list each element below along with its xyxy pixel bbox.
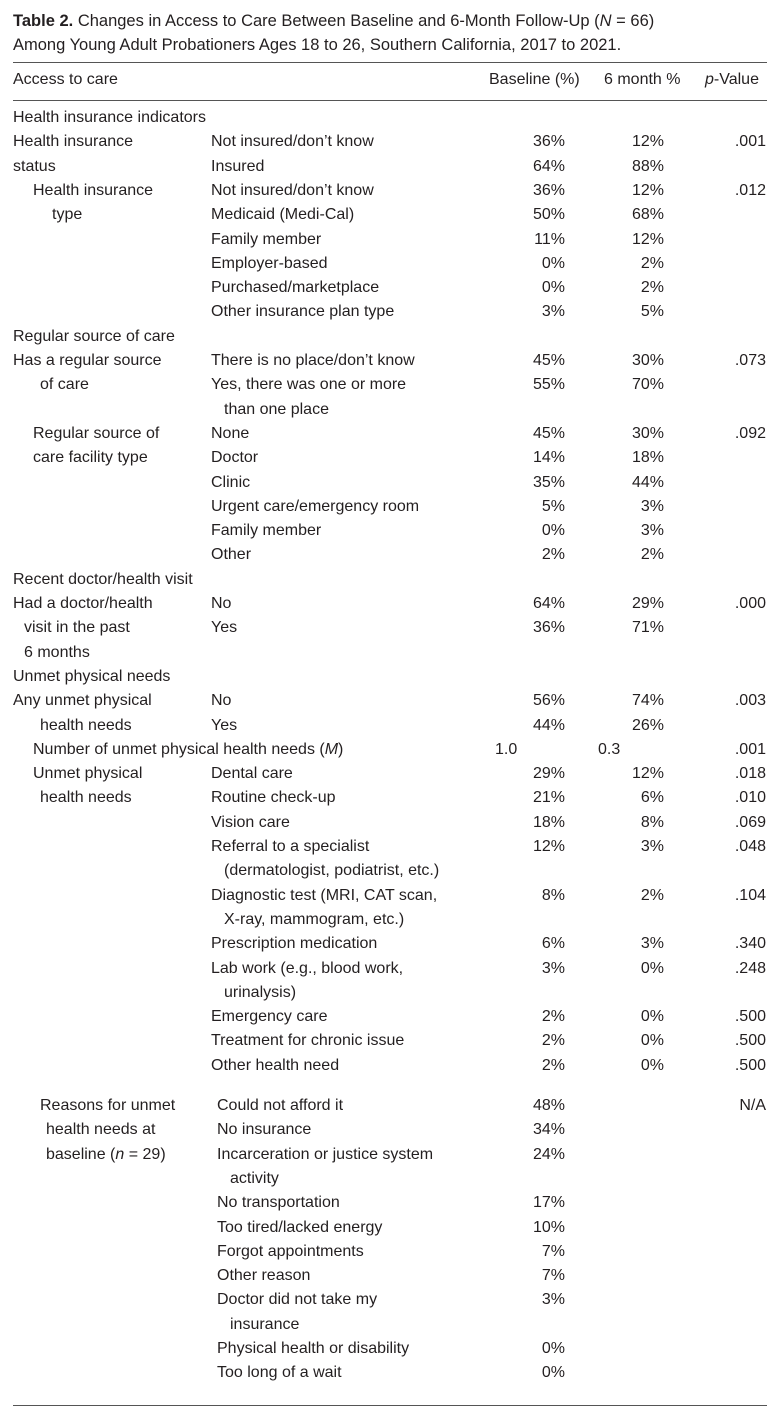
table-row	[0, 1313, 780, 1337]
row-category	[40, 1094, 175, 1118]
table-row	[0, 1216, 780, 1240]
response-label: No insurance	[217, 1121, 312, 1139]
response-label: Routine check-up	[211, 789, 336, 807]
response-label: Other	[211, 546, 252, 564]
six-month-value: 70%	[631, 376, 664, 394]
six-month-value: 88%	[631, 157, 664, 175]
baseline-value: 2%	[541, 1056, 565, 1074]
six-month-value: 6%	[640, 789, 664, 807]
response-continuation: activity	[230, 1169, 279, 1187]
table-row	[0, 714, 780, 738]
table-row	[0, 1029, 780, 1053]
response-label: Treatment for chronic issue	[211, 1032, 405, 1050]
table-row	[0, 689, 780, 713]
p-value: .003	[734, 692, 766, 710]
category-text: baseline (	[46, 1145, 116, 1163]
table-row	[0, 738, 780, 762]
response-label: Urgent care/emergency room	[211, 497, 420, 515]
table-row	[0, 1361, 780, 1385]
category-text: health needs	[40, 716, 132, 734]
baseline-value: 24%	[532, 1145, 565, 1163]
response-label: Other health need	[211, 1056, 340, 1074]
p-value: .500	[734, 1056, 766, 1074]
table-row	[0, 495, 780, 519]
response-label: No	[211, 595, 232, 612]
response-label: Medicaid (Medi-Cal)	[211, 206, 355, 224]
response-continuation: than one place	[224, 400, 329, 418]
baseline-value: 2%	[541, 1008, 565, 1026]
six-month-value: 3%	[640, 522, 664, 540]
response-label: Prescription medication	[211, 935, 378, 953]
six-month-value: 2%	[640, 254, 664, 272]
p-value-suffix: -Value	[713, 71, 759, 88]
baseline-value: 5%	[541, 497, 565, 515]
category-text: Health insurance	[13, 133, 134, 151]
baseline-value: 0%	[541, 522, 565, 540]
response-label: No	[211, 692, 232, 710]
baseline-value: 0%	[541, 1340, 565, 1357]
six-month-value: 12%	[631, 765, 664, 783]
six-month-value: 26%	[631, 716, 664, 734]
row-category	[13, 592, 153, 616]
baseline-value: 8%	[541, 886, 565, 904]
response-label: Could not afford it	[217, 1097, 344, 1114]
baseline-value: 3%	[541, 1291, 565, 1309]
six-month-value: 0%	[640, 959, 664, 977]
baseline-value: 29%	[532, 765, 565, 783]
category-text: Had a doctor/health	[13, 595, 153, 612]
p-value: .069	[734, 813, 766, 831]
baseline-value: 34%	[532, 1121, 565, 1139]
p-value: .001	[734, 740, 766, 758]
p-symbol: p	[705, 71, 714, 88]
response-label: Clinic	[211, 473, 251, 491]
response-label: Physical health or disability	[217, 1340, 410, 1357]
baseline-value: 0%	[541, 1364, 565, 1382]
row-category	[33, 738, 343, 762]
p-value: .010	[734, 789, 766, 807]
table-row	[0, 1337, 780, 1361]
table-row	[0, 519, 780, 543]
six-month-value: 12%	[631, 133, 664, 151]
category-text: Any unmet physical	[13, 692, 152, 710]
row-category	[46, 1143, 166, 1167]
row-category	[40, 373, 89, 397]
six-month-value: 8%	[640, 813, 664, 831]
response-label: Yes, there was one or more	[211, 376, 407, 394]
top-rule	[13, 62, 767, 63]
response-label: Purchased/marketplace	[211, 279, 380, 297]
category-text: Unmet physical	[33, 765, 143, 783]
baseline-value: 50%	[532, 206, 565, 224]
row-category	[46, 1118, 155, 1142]
six-month-value: 30%	[631, 424, 664, 442]
row-category	[40, 714, 132, 738]
table-row	[0, 1264, 780, 1288]
header-p-value	[705, 71, 759, 89]
category-italic-symbol: M	[324, 740, 339, 758]
baseline-value: 7%	[541, 1242, 565, 1260]
table-caption	[13, 9, 773, 57]
row-category	[24, 616, 130, 640]
response-label: Not insured/don’t know	[211, 181, 374, 199]
table-row	[0, 859, 780, 883]
baseline-value: 64%	[532, 157, 565, 175]
row-category	[33, 422, 159, 446]
header-baseline: Baseline (%)	[489, 71, 580, 88]
six-month-value: 74%	[631, 692, 664, 710]
response-continuation: urinalysis)	[224, 983, 297, 1001]
baseline-value: 3%	[541, 959, 565, 977]
table-row	[0, 811, 780, 835]
table-row	[0, 1191, 780, 1215]
p-value: .073	[734, 352, 766, 369]
category-text-suffix: = 29)	[124, 1145, 166, 1163]
table-row	[0, 1167, 780, 1191]
response-continuation: X-ray, mammogram, etc.)	[224, 910, 405, 928]
response-label: Family member	[211, 230, 322, 248]
six-month-value: 30%	[631, 352, 664, 369]
baseline-value: 6%	[541, 935, 565, 953]
table-row	[0, 762, 780, 786]
p-value: .012	[734, 181, 766, 199]
six-month-value: 29%	[631, 595, 664, 612]
table-row	[0, 616, 780, 640]
table-row	[0, 957, 780, 981]
baseline-value: 3%	[541, 303, 565, 321]
p-value: .000	[734, 595, 766, 612]
category-text: health needs at	[46, 1121, 156, 1139]
six-month-value: 2%	[640, 886, 664, 904]
response-label: None	[211, 424, 250, 442]
header-six-month: 6 month %	[604, 71, 681, 88]
table-row	[0, 641, 780, 665]
response-label: Family member	[211, 522, 322, 540]
category-text: visit in the past	[24, 619, 130, 637]
table-row	[0, 1240, 780, 1264]
baseline-value: 21%	[532, 789, 565, 807]
section-title: Health insurance indicators	[13, 109, 206, 126]
table-row	[0, 203, 780, 227]
category-text: Health insurance	[33, 181, 154, 199]
response-label: Too long of a wait	[217, 1364, 342, 1382]
response-label: Diagnostic test (MRI, CAT scan,	[211, 886, 438, 904]
response-label: Doctor did not take my	[217, 1291, 378, 1309]
row-category	[33, 762, 142, 786]
p-value: .500	[734, 1032, 766, 1050]
table-row	[0, 373, 780, 397]
table-row	[0, 543, 780, 567]
table-row	[0, 130, 780, 154]
six-month-value: 12%	[631, 181, 664, 199]
table-row	[0, 1143, 780, 1167]
table-row	[0, 592, 780, 616]
p-value: .340	[734, 935, 766, 953]
row-category	[13, 130, 133, 154]
six-month-value: 0%	[640, 1056, 664, 1074]
six-month-value: 5%	[640, 303, 664, 321]
six-month-value: 71%	[631, 619, 664, 637]
row-category	[13, 155, 56, 179]
six-month-value: 2%	[640, 546, 664, 564]
six-month-value: 2%	[640, 279, 664, 297]
category-italic-symbol: n	[115, 1145, 125, 1163]
table-row	[0, 1054, 780, 1078]
baseline-value: 0%	[541, 254, 565, 272]
response-label: Other reason	[217, 1267, 311, 1285]
table-row	[0, 228, 780, 252]
six-month-value: 3%	[640, 935, 664, 953]
table-row	[0, 1288, 780, 1312]
baseline-value: 64%	[532, 595, 565, 612]
baseline-value: 0%	[541, 279, 565, 297]
table-row	[0, 398, 780, 422]
category-text: Reasons for unmet	[40, 1097, 176, 1114]
header-access-to-care: Access to care	[13, 71, 118, 88]
baseline-value: 12%	[532, 838, 565, 855]
category-text: Regular source of	[33, 424, 160, 442]
header-rule	[13, 100, 767, 101]
baseline-value: 36%	[532, 619, 565, 637]
table-row	[0, 471, 780, 495]
response-label: Yes	[211, 716, 238, 734]
section-title: Regular source of care	[13, 327, 175, 345]
row-category	[33, 179, 153, 203]
table-row	[0, 1005, 780, 1029]
response-label: Employer-based	[211, 254, 328, 272]
category-text-suffix: )	[338, 740, 344, 758]
baseline-value: 55%	[532, 376, 565, 394]
row-category	[40, 786, 132, 810]
table-row	[0, 252, 780, 276]
response-label: Vision care	[211, 813, 290, 831]
table-row	[0, 300, 780, 324]
p-value: .092	[734, 424, 766, 442]
table-row	[0, 349, 780, 373]
baseline-value: 45%	[532, 424, 565, 442]
baseline-value: 14%	[532, 449, 565, 467]
category-text: Has a regular source	[13, 352, 162, 369]
baseline-value: 2%	[541, 546, 565, 564]
category-text: of care	[40, 376, 89, 394]
baseline-value: 45%	[532, 352, 565, 369]
response-label: Doctor	[211, 449, 259, 467]
baseline-value: 56%	[532, 692, 565, 710]
row-category	[52, 203, 82, 227]
six-month-value: 44%	[631, 473, 664, 491]
caption-n-symbol: N	[599, 12, 612, 30]
six-month-value: 68%	[631, 206, 664, 224]
section-header-row	[0, 106, 780, 130]
p-value: .018	[734, 765, 766, 783]
response-label: Not insured/don’t know	[211, 133, 374, 151]
table-row	[0, 1094, 780, 1118]
baseline-value: 2%	[541, 1032, 565, 1050]
section-title: Unmet physical needs	[13, 667, 171, 685]
baseline-value: 35%	[532, 473, 565, 491]
row-category	[13, 349, 162, 373]
six-month-value: 0.3	[598, 740, 621, 758]
table-row	[0, 276, 780, 300]
response-label: Emergency care	[211, 1008, 328, 1026]
baseline-value: 36%	[532, 133, 565, 151]
baseline-value: 48%	[532, 1097, 565, 1114]
row-category	[13, 689, 152, 713]
response-continuation: insurance	[230, 1315, 300, 1333]
table-row	[0, 786, 780, 810]
table-row	[0, 884, 780, 908]
category-text: 6 months	[24, 643, 90, 661]
caption-text-b: = 66)	[611, 12, 655, 30]
baseline-value: 17%	[532, 1194, 565, 1212]
bottom-rule	[13, 1405, 767, 1406]
p-value: .048	[734, 838, 766, 855]
response-label: Forgot appointments	[217, 1242, 364, 1260]
table-row	[0, 179, 780, 203]
category-text: status	[13, 157, 56, 175]
row-category	[24, 641, 90, 665]
table-row	[0, 155, 780, 179]
table-row	[0, 422, 780, 446]
response-label: Insured	[211, 157, 265, 175]
response-label: There is no place/don’t know	[211, 352, 415, 369]
six-month-value: 0%	[640, 1008, 664, 1026]
baseline-value: 18%	[532, 813, 565, 831]
table-label: Table 2.	[13, 12, 74, 30]
response-label: Other insurance plan type	[211, 303, 395, 321]
six-month-value: 18%	[631, 449, 664, 467]
baseline-value: 10%	[532, 1218, 565, 1236]
section-header-row	[0, 325, 780, 349]
section-header-row	[0, 665, 780, 689]
response-label: Referral to a specialist	[211, 838, 370, 855]
six-month-value: 3%	[640, 497, 664, 515]
response-label: Lab work (e.g., blood work,	[211, 959, 404, 977]
response-label: Incarceration or justice system	[217, 1145, 434, 1163]
baseline-value: 7%	[541, 1267, 565, 1285]
baseline-value: 44%	[532, 716, 565, 734]
table-row	[0, 981, 780, 1005]
row-category	[33, 446, 148, 470]
table-row	[0, 835, 780, 859]
response-label: Dental care	[211, 765, 293, 783]
p-value: .248	[734, 959, 766, 977]
caption-line-2: Among Young Adult Probationers Ages 18 to 26, Southern California, 2017 to 2021.	[13, 36, 622, 54]
p-value: .500	[734, 1008, 766, 1026]
caption-text-a: Changes in Access to Care Between Baseline and 6-Month Follow-Up (	[77, 12, 600, 30]
six-month-value: 0%	[640, 1032, 664, 1050]
p-value: N/A	[739, 1097, 766, 1114]
table-row	[0, 1118, 780, 1142]
response-label: Yes	[211, 619, 238, 637]
baseline-value: 36%	[532, 181, 565, 199]
table-row	[0, 908, 780, 932]
category-text: health needs	[40, 789, 132, 807]
six-month-value: 12%	[631, 230, 664, 248]
response-continuation: (dermatologist, podiatrist, etc.)	[224, 862, 440, 880]
baseline-value: 11%	[534, 230, 565, 248]
response-label: No transportation	[217, 1194, 340, 1212]
section-title: Recent doctor/health visit	[13, 570, 193, 588]
baseline-value: 1.0	[495, 740, 518, 758]
table-row	[0, 932, 780, 956]
category-text: type	[52, 206, 83, 224]
six-month-value: 3%	[640, 838, 664, 855]
category-text: care facility type	[33, 449, 148, 467]
category-text: Number of unmet physical health needs (	[33, 740, 325, 758]
response-label: Too tired/lacked energy	[217, 1218, 383, 1236]
section-header-row	[0, 568, 780, 592]
p-value: .104	[734, 886, 766, 904]
table-row	[0, 446, 780, 470]
p-value: .001	[734, 133, 766, 151]
